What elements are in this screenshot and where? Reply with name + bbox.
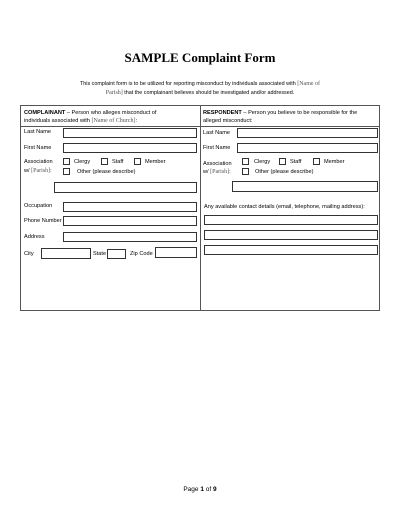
complainant-other-label: Other (please describe) <box>77 169 136 175</box>
complainant-zip-label: Zip Code <box>130 251 153 257</box>
complainant-staff-label: Staff <box>112 159 124 165</box>
complainant-occupation-label: Occupation <box>24 203 53 209</box>
respondent-with: w/ <box>203 169 211 175</box>
complaint-form-table <box>20 105 380 311</box>
complainant-state-field[interactable] <box>107 249 126 259</box>
complainant-occupation-field[interactable] <box>63 202 197 212</box>
respondent-contact-label: Any available contact details (email, telephone, mailing address): <box>204 204 365 210</box>
respondent-member-label: Member <box>324 159 345 165</box>
complainant-header-bold: COMPLAINANT <box>24 110 66 116</box>
respondent-member-checkbox[interactable] <box>313 158 320 165</box>
complainant-phone-field[interactable] <box>63 216 197 226</box>
complainant-header-rest: – Person who alleges misconduct of <box>65 110 157 116</box>
respondent-last-name-field[interactable] <box>237 128 378 138</box>
footer-page-label: Page <box>183 486 201 493</box>
intro-line2: that the complainant believes should be investigated and/or addressed. <box>122 89 295 96</box>
footer-current-page: 1 <box>200 486 204 493</box>
complainant-address-field[interactable] <box>63 232 197 242</box>
respondent-association-label: Association <box>203 161 232 167</box>
complainant-state-label: State <box>93 251 107 257</box>
intro-text <box>64 80 336 97</box>
complainant-other-describe-field[interactable] <box>54 182 197 193</box>
respondent-parish-label <box>203 169 231 176</box>
respondent-header-rest: – Person you believe to be responsible for the <box>241 110 358 116</box>
footer-of: of <box>203 486 214 493</box>
respondent-contact-field-2[interactable] <box>204 230 378 240</box>
respondent-first-name-label: First Name <box>203 145 231 151</box>
respondent-clergy-checkbox[interactable] <box>242 158 249 165</box>
respondent-first-name-field[interactable] <box>237 143 378 153</box>
complainant-first-name-field[interactable] <box>63 143 197 153</box>
intro-line1: This complaint form is to be utilized for reporting misconduct by individuals associated with <box>79 81 298 87</box>
complainant-with: w/ <box>24 168 32 174</box>
complainant-last-name-field[interactable] <box>63 128 197 138</box>
complainant-first-name-label: First Name <box>24 145 52 151</box>
complainant-member-checkbox[interactable] <box>134 158 141 165</box>
column-divider <box>200 106 201 310</box>
complainant-phone-label: Phone Number <box>24 218 62 224</box>
page-title: SAMPLE Complaint Form <box>124 50 276 65</box>
complainant-staff-checkbox[interactable] <box>101 158 108 165</box>
respondent-header <box>203 110 378 125</box>
respondent-header-bold: RESPONDENT <box>203 110 242 116</box>
header-divider <box>21 126 379 127</box>
complainant-address-label: Address <box>24 234 45 240</box>
complainant-clergy-label: Clergy <box>74 159 91 165</box>
complainant-parish-label <box>24 168 52 175</box>
intro-placeholder-name: [Name of <box>297 81 321 87</box>
complainant-association-label: Association <box>24 159 53 165</box>
respondent-contact-field-1[interactable] <box>204 215 378 225</box>
respondent-staff-label: Staff <box>290 159 302 165</box>
complainant-zip-field[interactable] <box>155 247 197 258</box>
complainant-city-field[interactable] <box>41 248 91 259</box>
respondent-clergy-label: Clergy <box>254 159 271 165</box>
complainant-header <box>24 110 196 125</box>
complainant-header-line2: individuals associated with <box>24 117 92 124</box>
complainant-city-label: City <box>24 251 34 257</box>
respondent-contact-field-3[interactable] <box>204 245 378 255</box>
respondent-parish-colon: : <box>229 169 231 175</box>
intro-placeholder-parish: Parish] <box>105 89 123 96</box>
respondent-parish-placeholder: [Parish] <box>210 169 230 175</box>
complainant-member-label: Member <box>145 159 166 165</box>
complainant-parish-placeholder: [Parish] <box>31 168 51 174</box>
respondent-other-label: Other (please describe) <box>255 169 314 175</box>
complainant-church-placeholder: [Name of Church] <box>91 117 136 124</box>
page-footer <box>0 486 400 493</box>
respondent-last-name-label: Last Name <box>203 130 231 136</box>
respondent-header-line2: alleged misconduct: <box>203 117 253 124</box>
complainant-header-colon: : <box>135 117 138 124</box>
complainant-other-checkbox[interactable] <box>63 168 70 175</box>
complainant-clergy-checkbox[interactable] <box>63 158 70 165</box>
respondent-staff-checkbox[interactable] <box>279 158 286 165</box>
complainant-parish-colon: : <box>50 168 52 174</box>
respondent-other-checkbox[interactable] <box>242 168 249 175</box>
respondent-other-describe-field[interactable] <box>232 181 378 192</box>
complainant-last-name-label: Last Name <box>24 129 52 135</box>
footer-total-pages: 9 <box>213 486 217 493</box>
